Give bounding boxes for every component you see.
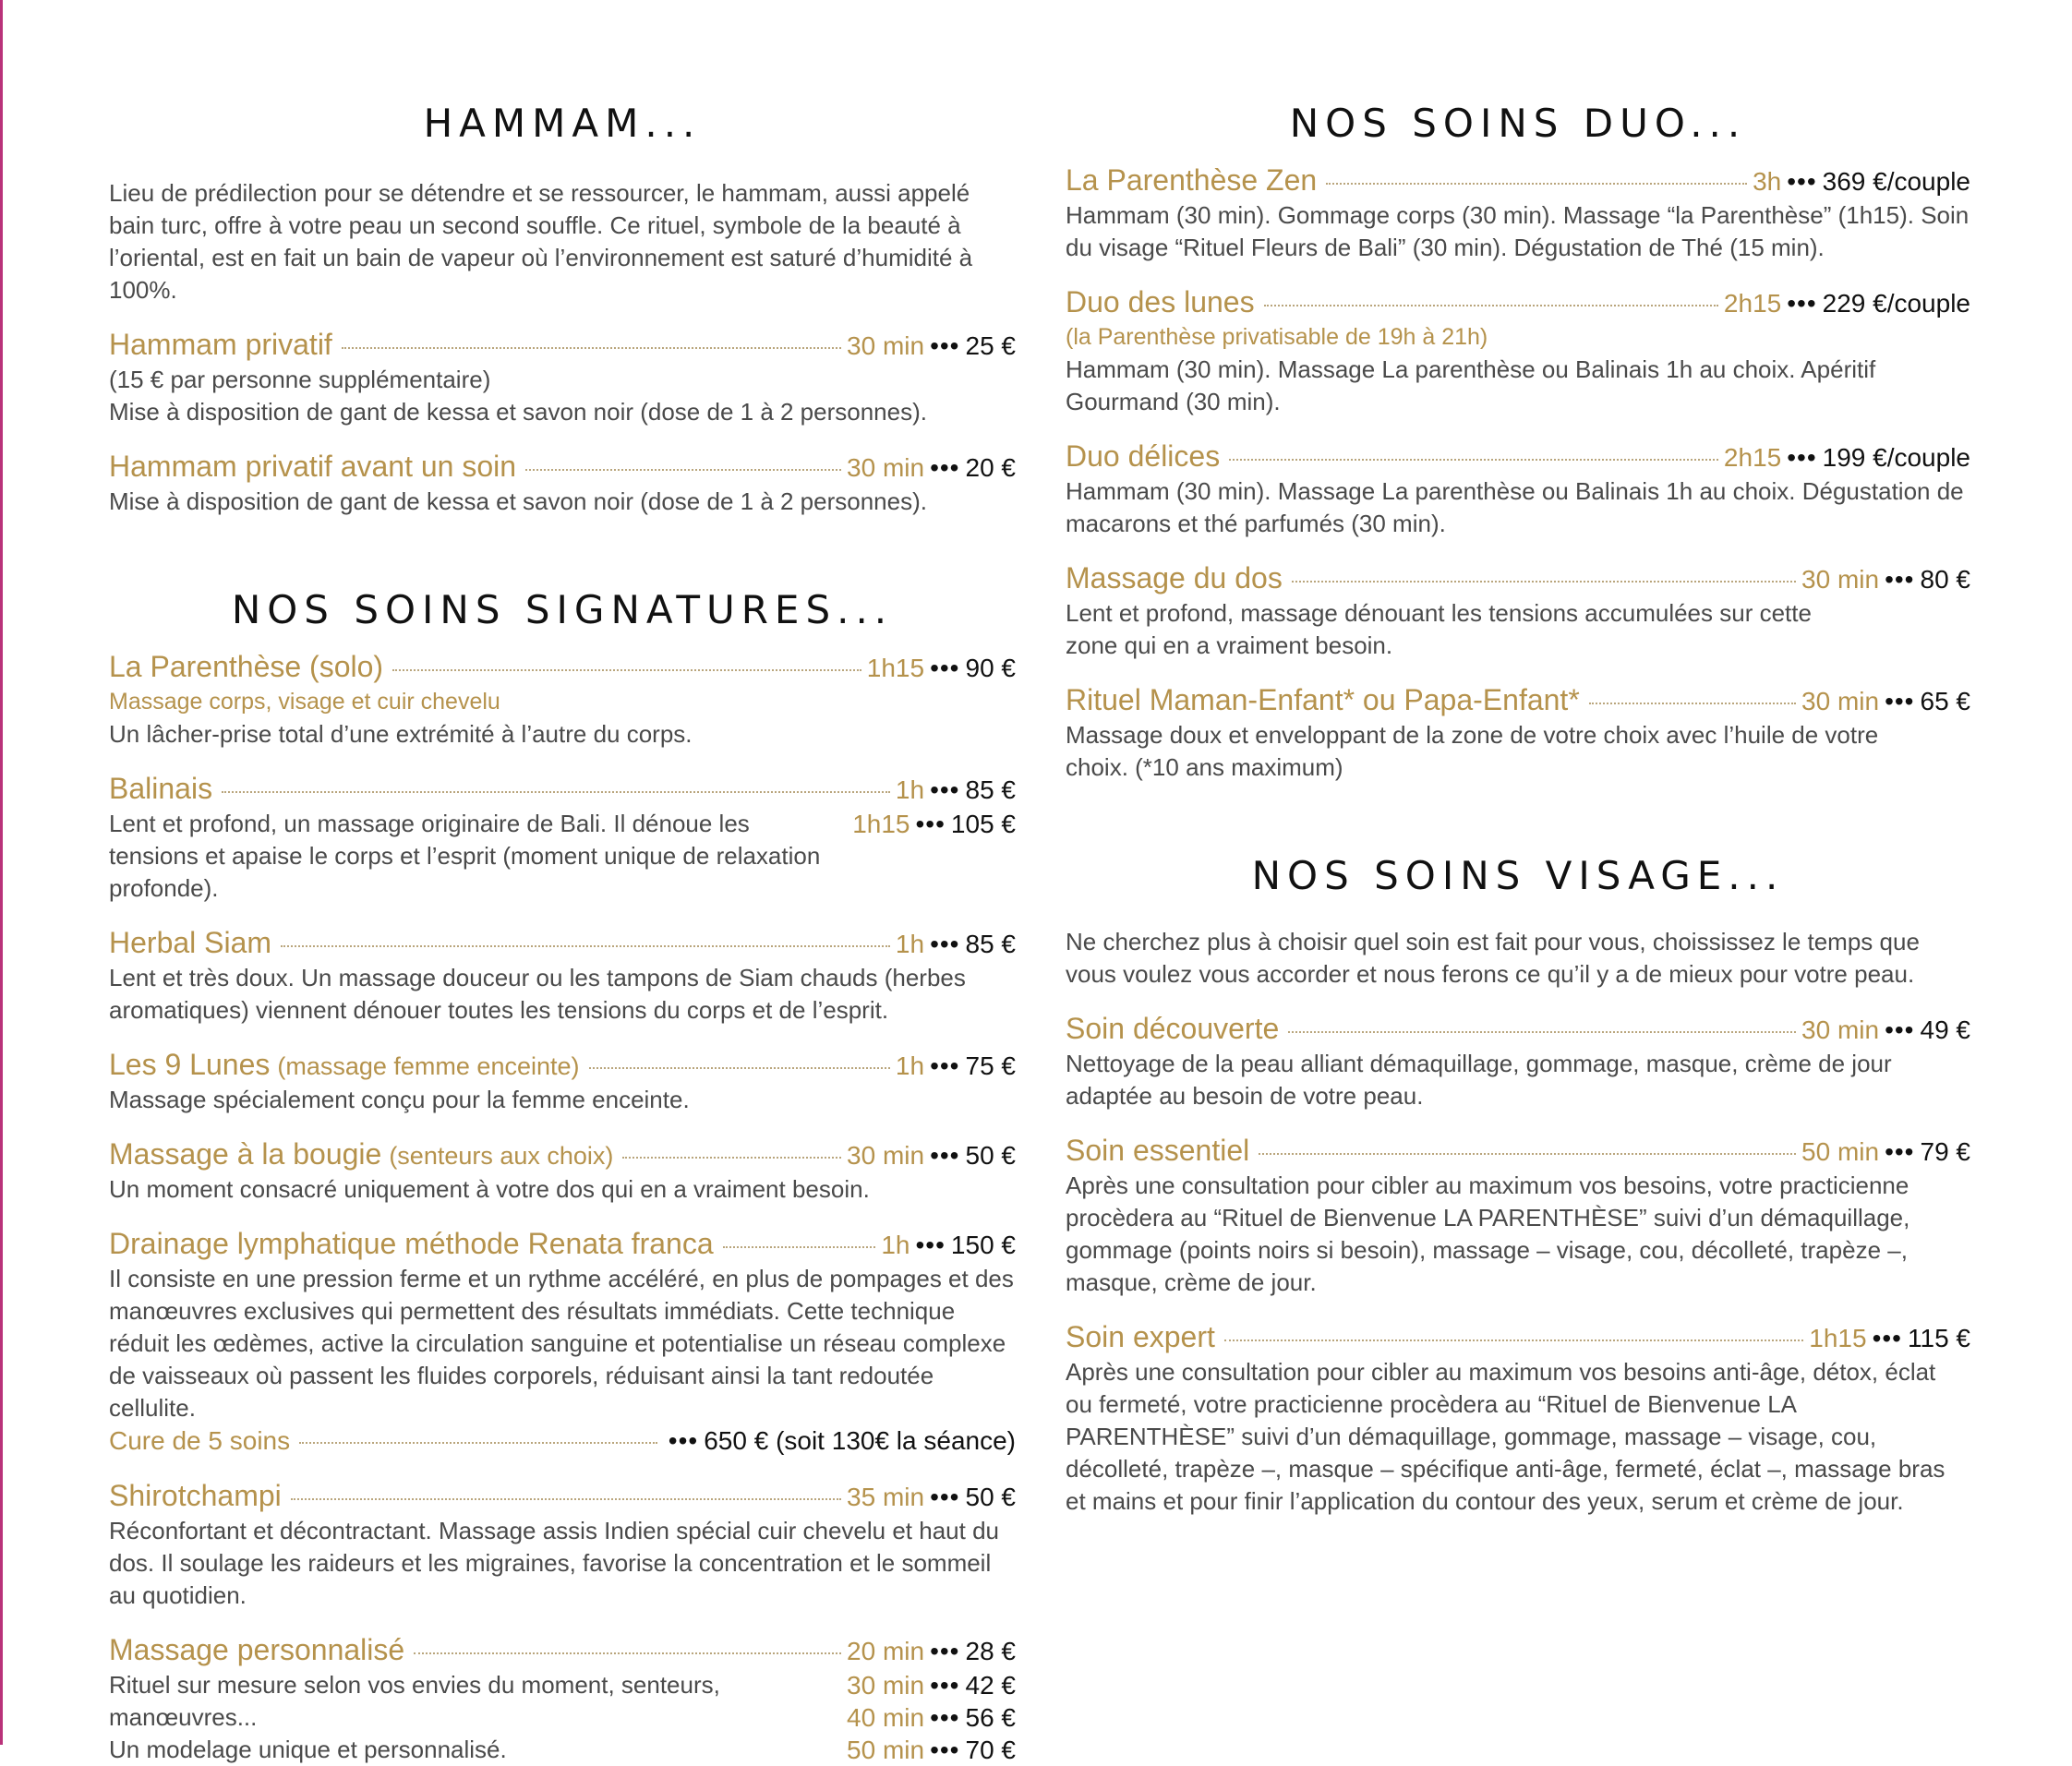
- service-name: Hammam privatif: [109, 328, 332, 361]
- dotted-leader: [1259, 1153, 1796, 1155]
- service-duration: 35 min: [847, 1483, 925, 1511]
- service-duration: 1h15: [852, 810, 910, 838]
- dots-separator: •••: [1872, 1324, 1902, 1352]
- service-shirotchampi: [109, 1478, 1016, 1612]
- service-9-lunes: [109, 1047, 1016, 1116]
- service-name: Duo des lunes: [1066, 285, 1255, 318]
- service-hammam-avant-soin: [109, 449, 1016, 518]
- service-duration: 40 min: [847, 1703, 925, 1732]
- dots-separator: •••: [930, 1141, 960, 1170]
- service-duration: 1h: [895, 1051, 925, 1080]
- service-name: Drainage lymphatique méthode Renata franca: [109, 1227, 714, 1260]
- price-option: [847, 1734, 1016, 1766]
- service-price: 65 €: [1920, 687, 1970, 715]
- dots-separator: •••: [930, 1736, 960, 1764]
- service-duration: 30 min: [1801, 565, 1880, 594]
- service-balinais: [109, 771, 1016, 905]
- dots-separator: •••: [915, 810, 946, 838]
- dots-separator: •••: [915, 1231, 946, 1259]
- dotted-leader: [1224, 1340, 1803, 1341]
- service-price: 199 €/couple: [1822, 443, 1970, 472]
- service-massage-bougie: [109, 1136, 1016, 1206]
- dotted-leader: [281, 945, 890, 947]
- service-description: Lent et très doux. Un massage douceur ou les tampons de Siam chauds (herbes aromatiques) viennent dénouer toutes les tensions du corps et de l’esprit.: [109, 964, 966, 1024]
- service-description: Hammam (30 min). Massage La parenthèse ou Balinais 1h au choix. Dégustation de macarons et thé parfumés (30 min).: [1066, 477, 1964, 537]
- dotted-leader: [622, 1157, 841, 1159]
- dots-separator: •••: [930, 775, 960, 804]
- service-description: Hammam (30 min). Gommage corps (30 min). Massage “la Parenthèse” (1h15). Soin du visage “Rituel Fleurs de Bali” (30 min). Dégustation de Thé (15 min).: [1066, 201, 1970, 261]
- service-name: Soin découverte: [1066, 1012, 1280, 1045]
- price-option: [847, 1669, 1016, 1701]
- dots-separator: •••: [1885, 687, 1915, 715]
- service-duration: 2h15: [1723, 443, 1782, 472]
- service-description: Nettoyage de la peau alliant démaquillage, gommage, masque, crème de jour adaptée au besoin de votre peau.: [1066, 1050, 1892, 1110]
- service-soin-essentiel: [1066, 1133, 1970, 1299]
- service-description: Lent et profond, massage dénouant les tensions accumulées sur cette zone qui en a vraiment besoin.: [1066, 599, 1812, 659]
- dotted-leader: [1292, 581, 1796, 583]
- left-column: [109, 0, 1016, 1766]
- service-duration: 30 min: [847, 1141, 925, 1170]
- service-description: Hammam (30 min). Massage La parenthèse ou Balinais 1h au choix. Apéritif Gourmand (30 min).: [1066, 355, 1876, 415]
- visage-intro: Ne cherchez plus à choisir quel soin est fait pour vous, choississez le temps que vous voulez vous accorder et nous ferons ce qu’il y a de mieux pour votre peau.: [1066, 928, 1920, 988]
- dotted-leader: [392, 669, 861, 671]
- service-price: 90 €: [965, 654, 1016, 682]
- dots-separator: •••: [930, 1051, 960, 1080]
- service-price: 49 €: [1920, 1015, 1970, 1044]
- service-duration: 30 min: [1801, 1015, 1880, 1044]
- dots-separator: •••: [930, 1703, 960, 1732]
- dotted-leader: [1229, 459, 1718, 461]
- service-rituel-parent-enfant: [1066, 682, 1970, 784]
- hammam-title: HAMMAM...: [423, 101, 702, 146]
- service-price: 50 €: [965, 1483, 1016, 1511]
- service-price: 80 €: [1920, 565, 1970, 594]
- service-duration: 1h15: [866, 654, 925, 682]
- visage-title: NOS SOINS VISAGE...: [1251, 853, 1785, 898]
- right-column: [1066, 0, 1970, 1518]
- service-price: 28 €: [965, 1637, 1016, 1665]
- dots-separator: •••: [668, 1426, 699, 1455]
- service-duration: 30 min: [847, 1671, 925, 1700]
- service-soin-decouverte: [1066, 1011, 1970, 1112]
- service-duration: 50 min: [1801, 1137, 1880, 1166]
- service-note: (15 € par personne supplémentaire): [109, 366, 491, 393]
- dots-separator: •••: [1787, 443, 1817, 472]
- service-note: Massage corps, visage et cuir chevelu: [109, 689, 500, 715]
- service-price: 150 €: [950, 1231, 1016, 1259]
- dots-separator: •••: [930, 453, 960, 482]
- service-duration: 30 min: [847, 331, 925, 360]
- dotted-leader: [1264, 305, 1718, 306]
- service-description: Un lâcher-prise total d’une extrémité à l’autre du corps.: [109, 720, 693, 748]
- dotted-leader: [291, 1498, 841, 1500]
- service-duration: 50 min: [847, 1736, 925, 1764]
- service-name: Shirotchampi: [109, 1479, 282, 1512]
- dots-separator: •••: [930, 1637, 960, 1665]
- service-price: 25 €: [965, 331, 1016, 360]
- service-note: (la Parenthèse privatisable de 19h à 21h): [1066, 324, 1488, 350]
- service-price: 79 €: [1920, 1137, 1970, 1166]
- service-price: 85 €: [965, 930, 1016, 958]
- service-name: Massage personnalisé: [109, 1633, 405, 1666]
- service-description: Après une consultation pour cibler au maximum vos besoins anti-âge, détox, éclat ou fermeté, votre practicienne procèdera au “Rituel de Bienvenue LA PARENTHÈSE” suivi d’un démaquillage, gommage, massage – visage, cou, décolleté, trapèze –, masque – spécifique anti-âge, fermeté, éclat –, massage bras et mains et pour finir l’application du contour des yeux, serum et crème de jour.: [1066, 1358, 1946, 1515]
- service-duo-lunes: [1066, 284, 1970, 418]
- page-edge-line: [0, 0, 3, 1745]
- dots-separator: •••: [930, 1483, 960, 1511]
- dotted-leader: [1326, 183, 1747, 185]
- service-name: La Parenthèse (solo): [109, 650, 384, 683]
- price-option: [847, 1701, 1016, 1734]
- dotted-leader: [299, 1442, 657, 1444]
- service-name: La Parenthèse Zen: [1066, 163, 1318, 197]
- dots-separator: •••: [1885, 565, 1915, 594]
- cure-row: [109, 1424, 1016, 1458]
- service-massage-dos: [1066, 560, 1970, 662]
- service-price: 105 €: [950, 810, 1016, 838]
- service-duration: 1h: [881, 1231, 910, 1259]
- service-description: Il consiste en une pression ferme et un rythme accéléré, en plus de pompages et des manœuvres exclusives qui permettent des résultats immédiats. Cette technique réduit les œdèmes, active la circulation sanguine et potentialise un réseau complexe de vaisseaux où passent les fluides corporels, réduisant ainsi la tant redoutée cellulite.: [109, 1265, 1014, 1422]
- service-name: Les 9 Lunes: [109, 1048, 271, 1081]
- service-duration: 30 min: [847, 453, 925, 482]
- service-name: Massage du dos: [1066, 561, 1283, 595]
- service-name: Soin essentiel: [1066, 1134, 1250, 1167]
- hammam-intro: Lieu de prédilection pour se détendre et se ressourcer, le hammam, aussi appelé bain turc, offre à votre peau un second souffle. Ce rituel, symbole de la beauté à l’oriental, est en fait un bain de vapeur où l’environnement est saturé d’humidité à 100%.: [109, 179, 973, 304]
- dotted-leader: [414, 1652, 841, 1654]
- service-description: Mise à disposition de gant de kessa et savon noir (dose de 1 à 2 personnes).: [109, 398, 927, 426]
- service-price: 115 €: [1908, 1324, 1970, 1352]
- service-price: 42 €: [965, 1671, 1016, 1700]
- dotted-leader: [723, 1246, 876, 1248]
- service-price: 70 €: [965, 1736, 1016, 1764]
- service-description: Un moment consacré uniquement à votre dos qui en a vraiment besoin.: [109, 1175, 870, 1203]
- service-duo-delices: [1066, 438, 1970, 540]
- service-name: Herbal Siam: [109, 926, 272, 959]
- service-name: Hammam privatif avant un soin: [109, 450, 517, 483]
- service-duration: 3h: [1753, 167, 1782, 196]
- service-parenthese-solo: [109, 649, 1016, 751]
- dots-separator: •••: [930, 654, 960, 682]
- dots-separator: •••: [930, 1671, 960, 1700]
- dots-separator: •••: [930, 930, 960, 958]
- service-price: 20 €: [965, 453, 1016, 482]
- service-herbal-siam: [109, 925, 1016, 1027]
- dots-separator: •••: [1885, 1137, 1915, 1166]
- dotted-leader: [589, 1067, 890, 1069]
- service-description: Après une consultation pour cibler au maximum vos besoins, votre practicienne procèdera au “Rituel de Bienvenue LA PARENTHÈSE” suivi d’un démaquillage, gommage (points noirs si besoin), massage – visage, cou, décolleté, trapèze –, masque, crème de jour.: [1066, 1171, 1910, 1296]
- service-name: Balinais: [109, 772, 213, 805]
- service-description: Mise à disposition de gant de kessa et savon noir (dose de 1 à 2 personnes).: [109, 487, 927, 515]
- dotted-leader: [525, 469, 841, 471]
- service-duration: 1h15: [1809, 1324, 1867, 1352]
- service-price: 75 €: [965, 1051, 1016, 1080]
- dots-separator: •••: [1787, 289, 1817, 318]
- service-name: Duo délices: [1066, 439, 1221, 473]
- service-description: Lent et profond, un massage originaire de Bali. Il dénoue les tensions et apaise le corps et l’esprit (moment unique de relaxation profonde).: [109, 810, 821, 902]
- service-description: Massage spécialement conçu pour la femme enceinte.: [109, 1086, 690, 1113]
- duo-title: NOS SOINS DUO...: [1289, 101, 1747, 146]
- dots-separator: •••: [1787, 167, 1817, 196]
- dotted-leader: [342, 347, 841, 349]
- service-massage-personnalise: [109, 1632, 1016, 1766]
- service-price: 56 €: [965, 1703, 1016, 1732]
- service-subtitle: (massage femme enceinte): [277, 1052, 580, 1080]
- cure-name: Cure de 5 soins: [109, 1426, 291, 1455]
- service-soin-expert: [1066, 1319, 1970, 1518]
- service-parenthese-zen: [1066, 162, 1970, 264]
- dotted-leader: [222, 791, 890, 793]
- service-description: Réconfortant et décontractant. Massage assis Indien spécial cuir chevelu et haut du dos. Il soulage les raideurs et les migraines, favorise la concentration et le sommeil au quotidien.: [109, 1517, 1000, 1609]
- service-price: 369 €/couple: [1822, 167, 1970, 196]
- dotted-leader: [1589, 703, 1796, 704]
- dotted-leader: [1288, 1031, 1796, 1033]
- service-hammam-privatif: [109, 327, 1016, 428]
- signatures-title: NOS SOINS SIGNATURES...: [231, 587, 894, 632]
- service-name: Soin expert: [1066, 1320, 1215, 1353]
- service-name: Massage à la bougie: [109, 1137, 382, 1171]
- service-drainage-lymphatique: [109, 1226, 1016, 1458]
- service-price: 50 €: [965, 1141, 1016, 1170]
- service-duration: 1h: [895, 930, 925, 958]
- service-duration: 2h15: [1723, 289, 1782, 318]
- dots-separator: •••: [930, 331, 960, 360]
- service-subtitle: (senteurs aux choix): [389, 1142, 614, 1170]
- service-duration: 1h: [895, 775, 925, 804]
- service-duration: 20 min: [847, 1637, 925, 1665]
- price-option: [852, 808, 1016, 840]
- service-price: 85 €: [965, 775, 1016, 804]
- service-price: 229 €/couple: [1822, 289, 1970, 318]
- service-duration: 30 min: [1801, 687, 1880, 715]
- service-description: Un modelage unique et personnalisé.: [109, 1736, 507, 1763]
- cure-price: 650 € (soit 130€ la séance): [704, 1426, 1016, 1455]
- service-description: Massage doux et enveloppant de la zone de votre choix avec l’huile de votre choix. (*10 ans maximum): [1066, 721, 1879, 781]
- service-name: Rituel Maman-Enfant* ou Papa-Enfant*: [1066, 683, 1580, 716]
- dots-separator: •••: [1885, 1015, 1915, 1044]
- service-description: Rituel sur mesure selon vos envies du moment, senteurs, manœuvres...: [109, 1671, 720, 1731]
